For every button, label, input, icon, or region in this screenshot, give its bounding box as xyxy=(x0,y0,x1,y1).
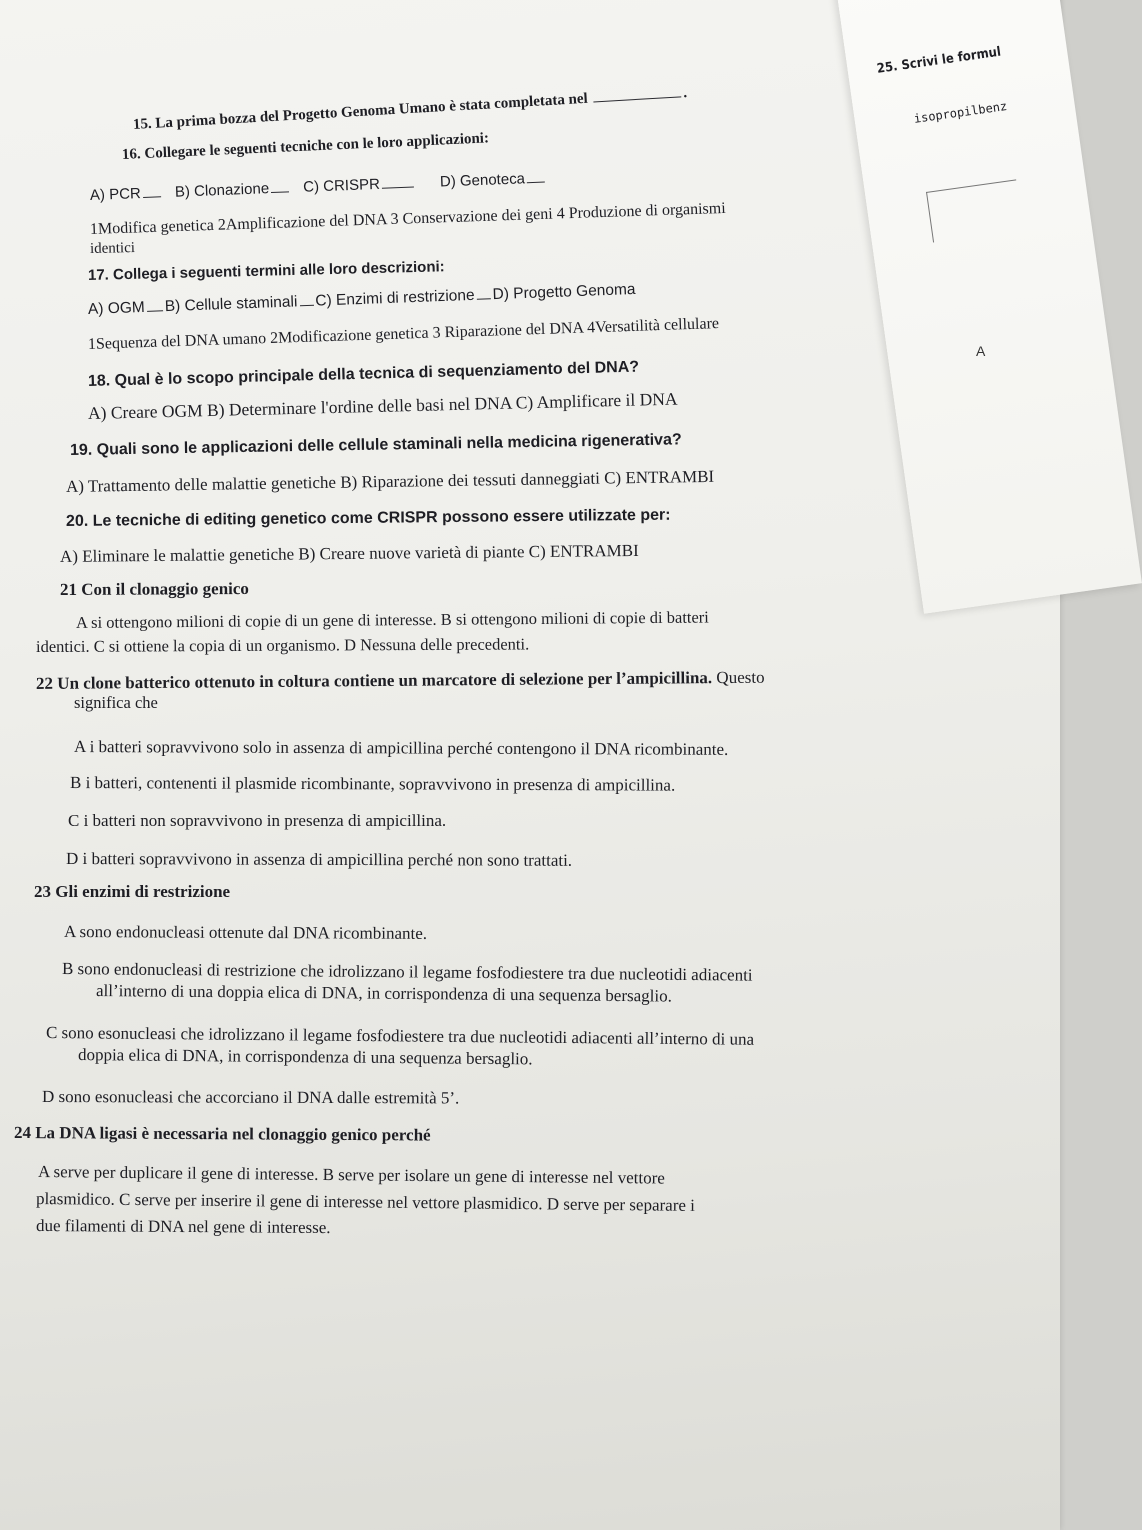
question-24-line-3: due filamenti di DNA nel gene di interesse. xyxy=(35,1216,331,1238)
question-18-answers: A) Creare OGM B) Determinare l'ordine delle basi nel DNA C) Amplificare il DNA xyxy=(87,388,678,423)
question-23-option-c-line-1: C sono esonucleasi che idrolizzano il legame fosfodiestere tra due nucleotidi adiacenti all’interno di una xyxy=(45,1023,755,1049)
question-15-text: 15. La prima bozza del Progetto Genoma Umano è stata completata nel xyxy=(132,90,589,133)
question-17-option-d: D) Progetto Genoma xyxy=(492,280,636,304)
question-21: 21 Con il clonaggio genico xyxy=(59,579,249,599)
question-20-answers: A) Eliminare le malattie genetiche B) Creare nuove varietà di piante C) ENTRAMBI xyxy=(59,540,639,566)
question-16-blank-d[interactable] xyxy=(527,182,545,184)
question-22-text-cont: significa che xyxy=(74,693,158,712)
question-23-option-b-line-2: all’interno di una doppia elica di DNA, in corrispondenza di una sequenza bersaglio. xyxy=(95,981,673,1006)
question-24-line-1: A serve per duplicare il gene di interesse. B serve per isolare un gene di interesse nel vettore xyxy=(37,1162,665,1188)
question-17-descriptions: 1Sequenza del DNA umano 2Modificazione genetica 3 Riparazione del DNA 4Versatilità cellulare xyxy=(87,315,720,353)
question-17-blank-b[interactable] xyxy=(299,305,313,307)
question-17-blank-c[interactable] xyxy=(477,298,491,300)
question-17-option-c: C) Enzimi di restrizione xyxy=(315,286,475,310)
question-19: 19. Quali sono le applicazioni delle cellule staminali nella medicina rigenerativa? xyxy=(69,431,682,459)
question-22-text: 22 Un clone batterico ottenuto in coltura contiene un marcatore di selezione per l’ampicillina. xyxy=(35,668,713,693)
question-23-option-d: D sono esonucleasi che accorciano il DNA dalle estremità 5’. xyxy=(41,1087,460,1108)
question-19-answers: A) Trattamento delle malattie genetiche B) Riparazione dei tessuti danneggiati C) ENTRAMBI xyxy=(65,466,715,496)
question-16-option-d: D) Genoteca xyxy=(439,170,526,191)
question-24: 24 La DNA ligasi è necessaria nel clonaggio genico perché xyxy=(13,1123,431,1145)
question-16-option-a: A) PCR xyxy=(89,185,142,204)
question-16-blank-a[interactable] xyxy=(143,196,161,198)
question-17-option-b: B) Cellule staminali xyxy=(164,293,298,316)
question-16-applications: 1Modifica genetica 2Amplificazione del DNA 3 Conservazione dei geni 4 Produzione di organismi xyxy=(89,199,726,238)
question-21-line-2: identici. C si ottiene la copia di un organismo. D Nessuna delle precedenti. xyxy=(35,634,530,656)
question-18: 18. Qual è lo scopo principale della tecnica di sequenziamento del DNA? xyxy=(87,358,640,390)
question-15-tail: . xyxy=(682,85,688,102)
question-23-option-c-line-2: doppia elica di DNA, in corrispondenza di una sequenza bersaglio. xyxy=(77,1045,533,1069)
side-sheet-answer: isopropilbenz xyxy=(913,98,1008,126)
question-23-option-b-line-1: B sono endonucleasi di restrizione che idrolizzano il legame fosfodiestere tra due nucleotidi adiacenti xyxy=(61,959,753,985)
question-23: 23 Gli enzimi di restrizione xyxy=(34,882,231,901)
question-16-blank-b[interactable] xyxy=(271,191,289,193)
question-22-text-tail: Questo xyxy=(716,667,765,688)
question-16-blank-c[interactable] xyxy=(382,187,414,189)
question-23-option-a: A sono endonucleasi ottenute dal DNA ricombinante. xyxy=(63,922,428,943)
question-21-line-1: A si ottengono milioni di copie di un gene di interesse. B si ottengono milioni di copie di batteri xyxy=(75,607,709,632)
question-16-option-c: C) CRISPR xyxy=(302,175,381,196)
question-17-option-a: A) OGM xyxy=(87,298,146,318)
question-22-option-c: C i batteri non sopravvivono in presenza di ampicillina. xyxy=(68,811,447,830)
question-17-blank-a[interactable] xyxy=(147,310,163,312)
question-15-blank[interactable] xyxy=(594,96,682,102)
question-16: 16. Collegare le seguenti tecniche con le loro applicazioni: xyxy=(121,130,490,163)
question-22-option-d: D i batteri sopravvivono in assenza di ampicillina perché non sono trattati. xyxy=(65,849,573,870)
question-20: 20. Le tecniche di editing genetico come CRISPR possono essere utilizzate per: xyxy=(65,506,671,530)
question-16-option-b: B) Clonazione xyxy=(174,180,270,201)
question-24-line-2: plasmidico. C serve per inserire il gene di interesse nel vettore plasmidico. D serve per separare i xyxy=(35,1189,696,1215)
question-17: 17. Collega i seguenti termini alle loro descrizioni: xyxy=(87,258,445,284)
question-16-applications-cont: identici xyxy=(89,240,136,257)
question-22-option-a: A i batteri sopravvivono solo in assenza di ampicillina perché contengono il DNA ricombinante. xyxy=(73,737,729,759)
question-22-option-b: B i batteri, contenenti il plasmide ricombinante, sopravvivono in presenza di ampicillina. xyxy=(69,773,676,795)
side-sheet-mark: A xyxy=(976,343,986,359)
side-sheet-question: 25. Scrivi le formul xyxy=(876,44,1002,77)
